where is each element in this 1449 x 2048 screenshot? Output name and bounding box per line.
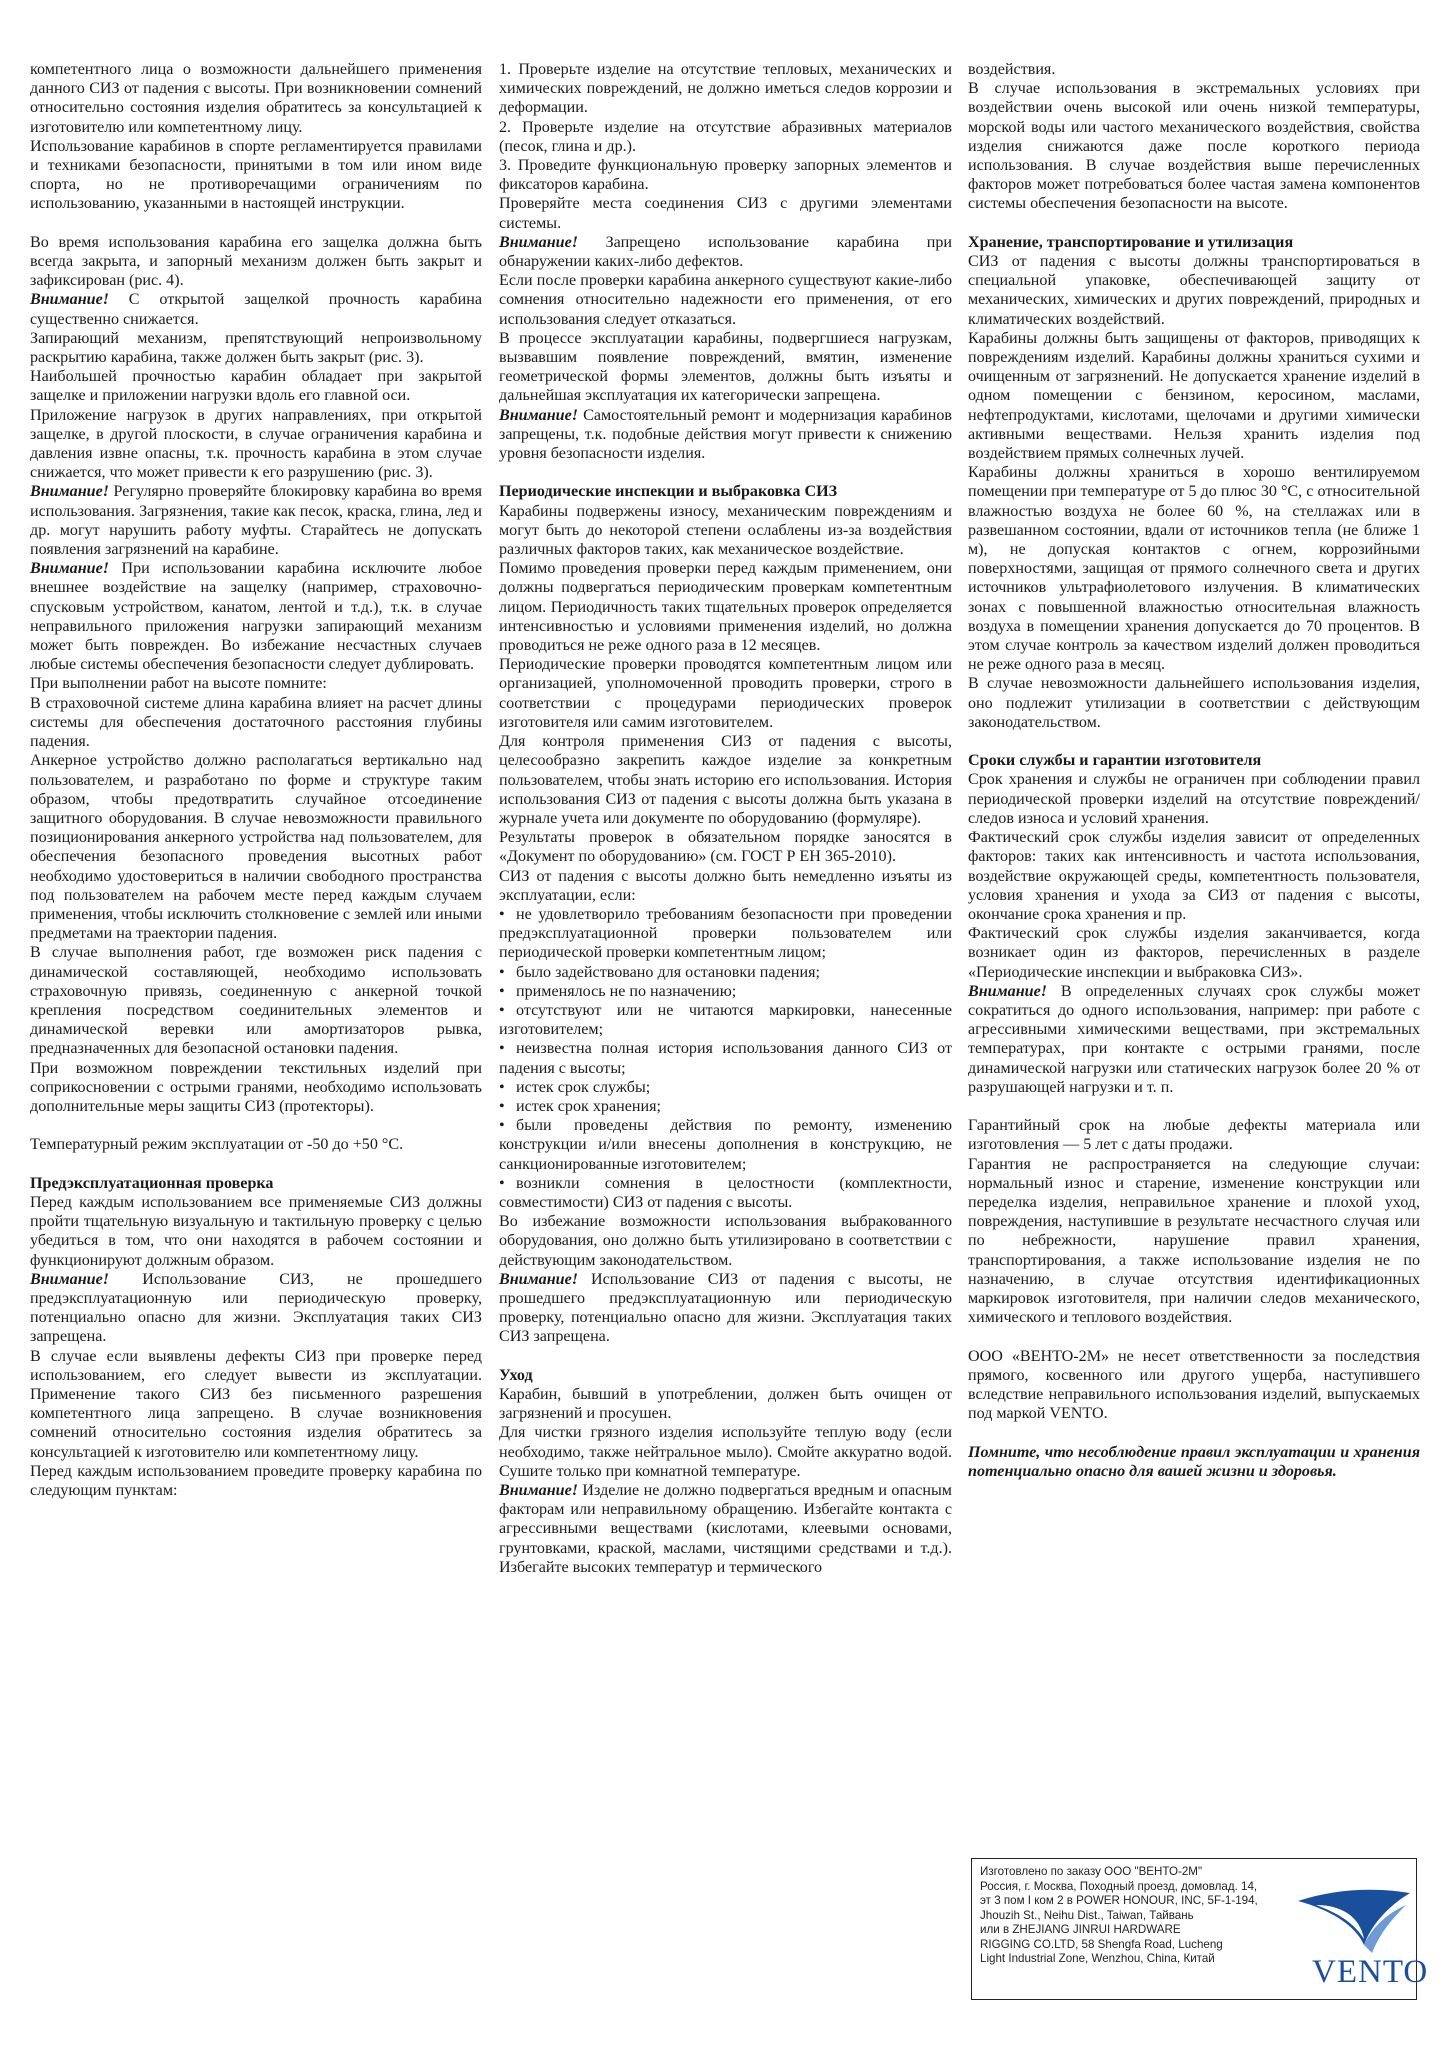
warning-paragraph [30, 290, 482, 328]
list-item: • отсутствуют или не читаются маркировки, нанесенные изготовителем; [499, 1001, 952, 1039]
section-heading: Периодические инспекции и выбраковка СИЗ [499, 483, 838, 501]
paragraph: Карабины подвержены износу, механическим повреждениям и могут быть до некоторой степени ослаблены из-за воздействия различных факторов таких, как механическое воздействие. [499, 502, 952, 559]
paragraph: Периодические проверки проводятся компетентным лицом или организацией, уполномоченной проводить проверки, строго в соответствии с процедурами периодических проверок изготовителя или самим изготовителем. [499, 656, 952, 731]
paragraph: Карабин, бывший в употреблении, должен быть очищен от загрязнений и просушен. [499, 1385, 952, 1423]
paragraph: При выполнении работ на высоте помните: [30, 675, 327, 693]
warning-paragraph [30, 1270, 482, 1347]
text-column-left [30, 60, 482, 1500]
paragraph: Использование карабинов в спорте регламентируется правилами и техниками безопасности, принятыми в том или ином виде спорта, но не противоречащими ограничениям по использованию, указанными в настоящей инструкции. [30, 137, 482, 213]
warning-paragraph [499, 233, 952, 271]
section-heading: Уход [499, 1366, 533, 1384]
section-heading: Сроки службы и гарантии изготовителя [968, 752, 1262, 770]
warning-text: Использование СИЗ, не прошедшего предэксплуатационную или периодическую проверку, потенциально опасно для жизни. Эксплуатация таких СИЗ запрещена. [30, 1270, 482, 1346]
paragraph: Перед каждым использованием все применяемые СИЗ должны пройти тщательную визуальную и тактильную проверку с целью убедиться в том, что они находятся в рабочем состоянии и функционируют должным образом. [30, 1193, 482, 1269]
list-item: • истек срок службы; [499, 1078, 952, 1097]
paragraph: В случае невозможности дальнейшего использования изделия, оно подлежит утилизации в соответствии с действующим законодательством. [968, 675, 1420, 731]
paragraph: Срок хранения и службы не ограничен при соблюдении правил периодической проверки изделий на отсутствие повреждений/ следов износа и условий хранения. [968, 771, 1420, 827]
list-item: • не удовлетворило требованиям безопасности при проведении предэксплуатационной проверки пользователем или периодической проверки компетентным лицом; [499, 905, 952, 963]
warning-label: Внимание! [499, 1270, 578, 1288]
paragraph: Перед каждым использованием проведите проверку карабина по следующим пунктам: [30, 1462, 482, 1499]
paragraph: 3. Проведите функциональную проверку запорных элементов и фиксаторов карабина. [499, 157, 952, 194]
list-item: • истек срок хранения; [499, 1097, 952, 1116]
warning-text: Запрещено использование карабина при обнаружении каких-либо дефектов. [499, 233, 952, 271]
address-line: или в ZHEJIANG JINRUI HARDWARE [980, 1923, 1181, 1936]
paragraph: СИЗ от падения с высоты должны транспортироваться в специальной упаковке, обеспечивающей защиту от механических, химических и других повреждений, природных и климатических воздействий. [968, 253, 1420, 328]
warning-label: Внимание! [30, 291, 109, 309]
warning-paragraph [30, 482, 482, 559]
paragraph: Помимо проведения проверки перед каждым применением, они должны подвергаться периодическим проверкам компетентным лицом. Периодичность таких тщательных проверок определяется интенсивностью и условиями применения изделий, но должна проводиться не реже одного раза в 12 месяцев. [499, 560, 952, 655]
address-line: Россия, г. Москва, Походный проезд, домовлад. 14, [980, 1879, 1258, 1893]
warning-label: Внимание! [499, 406, 578, 424]
paragraph: Карабины должны храниться в хорошо вентилируемом помещении при температуре от 5 до плюс 30 °С, с относительной влажностью воздуха не более 60 %, на стеллажах или в развешанном состоянии, вдали от источников тепла (не ближе 1 м), не допуская контактов с огнем, коррозийными поверхностями, защищая от прямого солнечного света и других источников ультрафиолетового излучения. В климатических зонах с повышенной влажностью относительная влажность воздуха в помещении хранения допускается до 70 процентов. В этом случае контроль за качеством изделий должен проводиться не реже одного раза в месяц. [968, 464, 1420, 674]
address-line: Изготовлено по заказу ООО "ВЕНТО-2М" [980, 1865, 1203, 1878]
paragraph: Гарантия не распространяется на следующие случаи: нормальный износ и старение, изменение конструкции или переделка изделия, неправильное хранение и плохой уход, повреждения, наступившие в результате несчастного случая или по небрежности, нарушение правил хранения, транспортирования, а также использование изделия не по назначению, в случае отсутствия идентификационных маркировок изготовителя, при наличии следов механического, химического и теплового воздействия. [968, 1155, 1420, 1327]
bullet-list [499, 905, 952, 1212]
section-heading: Хранение, транспортирование и утилизация [968, 233, 1294, 251]
warning-text: Использование СИЗ от падения с высоты, не прошедшего предэксплуатационную или периодическую проверку, потенциально опасно для жизни. Эксплуатация таких СИЗ запрещена. [499, 1270, 952, 1346]
paragraph: Запирающий механизм, препятствующий непроизвольному раскрытию карабина, также должен быть закрыт (рис. 3). [30, 329, 482, 367]
paragraph: Гарантийный срок на любые дефекты материала или изготовления — 5 лет с даты продажи. [968, 1117, 1420, 1154]
warning-label: Внимание! [30, 1270, 109, 1288]
paragraph: Приложение нагрузок в других направлениях, при открытой защелке, в другой плоскости, в случае ограничения карабина и давления извне опасны, т.к. прочность карабина в этом случае снижается, что может привести к его разрушению (рис. 3). [30, 406, 482, 482]
list-item: • неизвестна полная история использования данного СИЗ от падения с высоты; [499, 1039, 952, 1077]
paragraph: 1. Проверьте изделие на отсутствие тепловых, механических и химических повреждений, не должно иметься следов коррозии и деформации. [499, 61, 952, 117]
paragraph: 2. Проверьте изделие на отсутствие абразивных материалов (песок, глина и др.). [499, 118, 952, 155]
warning-label: Внимание! [499, 233, 578, 251]
list-item: • возникли сомнения в целостности (комплектности, совместимости) СИЗ от падения с высоты. [499, 1174, 952, 1212]
paragraph: Результаты проверок в обязательном порядке заносятся в «Документ по оборудованию» (см. ГОСТ Р ЕН 365-2010). [499, 829, 952, 866]
section-heading: Предэксплуатационная проверка [30, 1174, 274, 1192]
warning-paragraph [499, 1270, 952, 1347]
text-column-right [968, 60, 1420, 1481]
paragraph: компетентного лица о возможности дальнейшего применения данного СИЗ от падения с высоты. При возникновении сомнений относительно состояния изделия обратитесь за консультацией к изготовителю или компетентному лицу. [30, 61, 482, 136]
closing-warning: Помните, что несоблюдение правил эксплуатации и хранения потенциально опасно для вашей жизни и здоровья. [968, 1443, 1420, 1480]
paragraph: Фактический срок службы изделия зависит от определенных факторов: таких как интенсивность и частота использования, воздействие окружающей среды, компетентность пользователя, условия хранения и ухода за СИЗ от падения с высоты, окончание срока хранения и пр. [968, 829, 1420, 923]
paragraph: Для чистки грязного изделия используйте теплую воду (если необходимо, также нейтральное мыло). Смойте аккуратно водой. Сушите только при комнатной температуре. [499, 1424, 952, 1480]
paragraph: воздействия. [968, 61, 1056, 78]
warning-paragraph [30, 559, 482, 674]
warning-label: Внимание! [30, 560, 109, 578]
warning-text: Регулярно проверяйте блокировку карабина во время использования. Загрязнения, такие как песок, краска, глина, лед и др. могут нарушить работу муфты. Старайтесь не допускать появления загрязнений на карабине. [30, 483, 482, 559]
paragraph: ООО «ВЕНТО-2М» не несет ответственности за последствия прямого, косвенного или другого ущерба, наступившего вследствие неправильного использования изделий, выпускаемых под маркой VENTO. [968, 1347, 1420, 1423]
warning-text: С открытой защелкой прочность карабина существенно снижается. [30, 291, 482, 328]
paragraph: Если после проверки карабина анкерного существуют какие-либо сомнения относительно надежности его применения, от его использования следует отказаться. [499, 272, 952, 328]
paragraph: В процессе эксплуатации карабины, подвергшиеся нагрузкам, вызвавшим появление повреждений, вмятин, изменение геометрической формы элементов, должны быть изъяты и дальнейшая эксплуатация их категорически запрещена. [499, 329, 952, 405]
paragraph: СИЗ от падения с высоты должно быть немедленно изъяты из эксплуатации, если: [499, 867, 952, 904]
address-line: эт 3 пом I ком 2 в POWER HONOUR, INC, 5F-1-194, [980, 1894, 1258, 1907]
paragraph: При возможном повреждении текстильных изделий при соприкосновении с острыми гранями, необходимо использовать дополнительные меры защиты СИЗ (протекторы). [30, 1059, 482, 1115]
paragraph: Наибольшей прочностью карабин обладает при закрытой защелке и приложении нагрузки вдоль его главной оси. [30, 368, 482, 405]
address-line: RIGGING CO.LTD, 58 Shengfa Road, Lucheng [980, 1937, 1223, 1951]
paragraph: В случае если выявлены дефекты СИЗ при проверке перед использованием, его следует вывести из эксплуатации. Применение такого СИЗ без письменного разрешения компетентного лица запрещено. В случае возникновения сомнений относительно состояния изделия обратитесь за консультацией к изготовителю или компетентному лицу. [30, 1347, 482, 1461]
warning-text: При использовании карабина исключите любое внешнее воздействие на защелку (например, страховочно-спусковым устройством, канатом, лентой и т.д.), т.к. в случае неправильного приложения нагрузки запирающий механизм может быть поврежден. Во избежание несчастных случаев любые системы обеспечения безопасности следует дублировать. [30, 560, 482, 674]
list-item: • применялось не по назначению; [499, 982, 952, 1001]
paragraph: Во избежание возможности использования выбракованного оборудования, оно должно быть утилизировано в соответствии с действующим законодательством. [499, 1213, 952, 1269]
address-line: Light Industrial Zone, Wenzhou, China, Китай [980, 1952, 1215, 1965]
warning-label: Внимание! [30, 483, 109, 501]
text-column-middle [499, 60, 952, 1577]
warning-paragraph [499, 1481, 952, 1577]
paragraph: В случае использования в экстремальных условиях при воздействии очень высокой или очень низкой температуры, морской воды или частого механического воздействия, свойства изделия снижаются даже после короткого периода использования. В случае воздействия выше перечисленных факторов может потребоваться более частая замена компонентов системы обеспечения безопасности на высоте. [968, 80, 1420, 213]
warning-label: Внимание! [968, 982, 1047, 1000]
paragraph: Температурный режим эксплуатации от -50 до +50 °С. [30, 1136, 404, 1154]
address-line: Jhouzih St., Neihu Dist., Taiwan, Тайвань [980, 1908, 1194, 1922]
manufacturer-info-box [971, 1858, 1429, 2000]
warning-text: В определенных случаях срок службы может сократиться до одного использования, например: при работе с агрессивными химическими веществами, при экстремальных температурах, при контакте с острыми гранями, после динамической нагрузки или статических нагрузок более 20 % от разрушающей нагрузки и т. п. [968, 982, 1420, 1096]
warning-text: Самостоятельный ремонт и модернизация карабинов запрещены, т.к. подобные действия могут привести к снижению уровня безопасности изделия. [499, 406, 952, 463]
warning-paragraph [968, 982, 1420, 1097]
vento-logo-text: VENTO [1312, 1954, 1429, 1990]
paragraph: Проверяйте места соединения СИЗ с другими элементами системы. [499, 195, 952, 232]
paragraph: В случае выполнения работ, где возможен риск падения с динамической составляющей, необходимо использовать страховочную привязь, соединенную с анкерной точкой крепления посредством соединительных элементов и динамической веревки или амортизаторов рывка, предназначенных для безопасной остановки падения. [30, 944, 482, 1058]
list-item: • было задействовано для остановки падения; [499, 963, 952, 982]
paragraph: Карабины должны быть защищены от факторов, приводящих к повреждениям изделий. Карабины должны храниться сухими и очищенным от загрязнений. Не допускается хранение изделий в одном помещении с бензином, керосином, маслами, нефтепродуктами, кислотами, щелочами и другими химически активными веществами. Нельзя хранить изделия под воздействием прямых солнечных лучей. [968, 329, 1420, 463]
paragraph: Анкерное устройство должно располагаться вертикально над пользователем, и разработано по форме и структуре таким образом, чтобы предотвратить случайное отсоединение защитного оборудования. В случае невозможности правильного позиционирования анкерного устройства над пользователем, для обеспечения безопасного проведения высотных работ необходимо удостовериться в наличии свободного пространства под пользователем на рабочем месте перед каждым случаем применения, чтобы исключить столкновение с землей или иными предметами на траектории падения. [30, 752, 482, 943]
warning-paragraph [499, 406, 952, 464]
warning-text: Изделие не должно подвергаться вредным и опасным факторам или неправильному обращению. Избегайте контакта с агрессивными веществами (кислотами, клеевыми основами, грунтовками, краской, маслами, чистящими средствами и т.д.). Избегайте высоких температур и термического [499, 1482, 952, 1576]
paragraph: Для контроля применения СИЗ от падения с высоты, целесообразно закрепить каждое изделие за конкретным пользователем, чтобы знать историю его использования. История использования СИЗ от падения с высоты должна быть указана в журнале учета или документе по оборудованию (формуляре). [499, 733, 952, 827]
warning-label: Внимание! [499, 1482, 578, 1499]
paragraph: Во время использования карабина его защелка должна быть всегда закрыта, и запорный механизм должен быть закрыт и зафиксирован (рис. 4). [30, 233, 482, 290]
manufacturer-address [980, 1865, 1320, 1967]
paragraph: В страховочной системе длина карабина влияет на расчет длины системы для обеспечения достаточного расстояния глубины падения. [30, 694, 482, 751]
paragraph: Фактический срок службы изделия заканчивается, когда возникает один из факторов, перечисленных в разделе «Периодические инспекции и выбраковка СИЗ». [968, 925, 1420, 981]
list-item: • были проведены действия по ремонту, изменению конструкции и/или внесены дополнения в конструкцию, не санкционированные изготовителем; [499, 1116, 952, 1174]
